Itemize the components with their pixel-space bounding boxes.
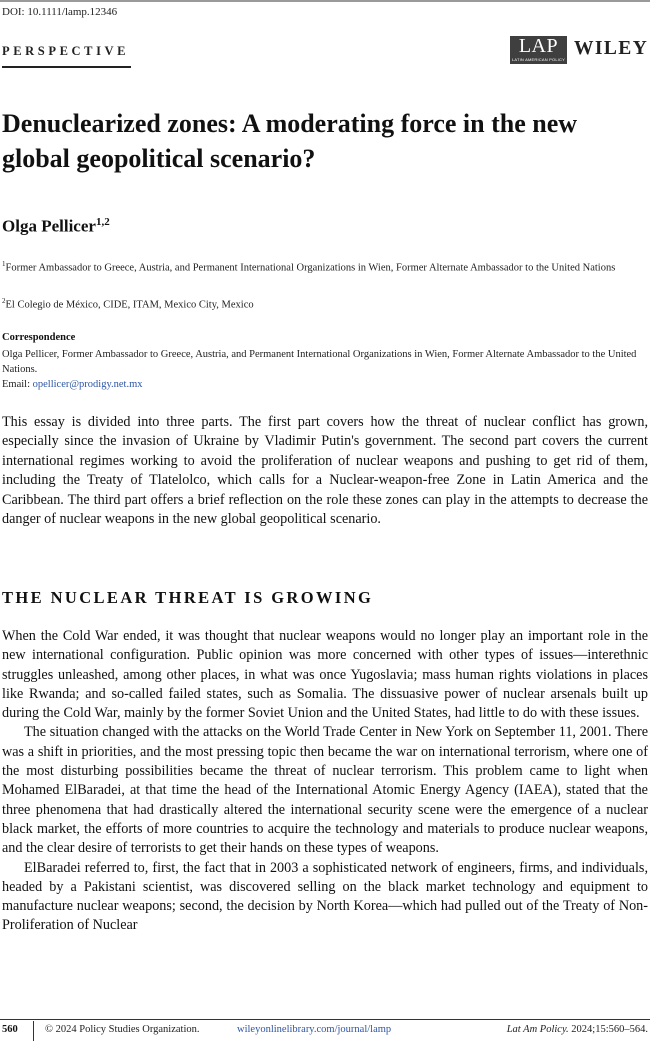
copyright-text: © 2024 Policy Studies Organization. [45, 1024, 200, 1035]
lap-logo-text: LAP [518, 35, 559, 57]
footer-rule [0, 1019, 650, 1020]
page-number: 560 [2, 1024, 18, 1035]
journal-url-link[interactable]: wileyonlinelibrary.com/journal/lamp [237, 1024, 392, 1035]
affiliation-2 [2, 293, 650, 314]
section-label-underline [2, 66, 131, 68]
affiliation-1 [2, 256, 650, 277]
abstract: This essay is divided into three parts. The first part covers how the threat of nuclear conflict has grown, especially since the invasion of Ukraine by Vladimir Putin's government. The second part covers the current international regimes working to avoid the proliferation of nuclear weapons and pushing to get rid of them, including the Treaty of Tlatelolco, which calls for a Nuclear-weapon-free Zone in Latin America and the Caribbean. The third part offers a brief reflection on the role these zones can play in the attempts to decrease the danger of nuclear weapons in the new global geopolitical scenario. [2, 414, 648, 528]
email-label: Email: [2, 379, 30, 390]
footer-separator [33, 1021, 34, 1041]
affiliation-1-number: 1 [2, 260, 6, 268]
lap-logo-subtext: LATIN AMERICAN POLICY [511, 57, 566, 62]
email-link[interactable]: opellicer@prodigy.net.mx [32, 379, 143, 390]
affiliation-2-text: El Colegio de México, CIDE, ITAM, Mexico City, Mexico [5, 299, 254, 311]
article-title: Denuclearized zones: A moderating force in the new global geopolitical scenario? [2, 109, 578, 173]
journal-abbrev: Lat Am Policy. [506, 1024, 569, 1035]
body-text [2, 627, 648, 936]
author-affiliation-marks: 1,2 [95, 216, 110, 228]
top-rule [0, 0, 650, 2]
body-paragraph-1: When the Cold War ended, it was thought that nuclear weapons would no longer play an important role in the new international configuration. Public opinion was more concerned with other types of issues—interethnic struggles unleashed, among other places, in what was once Yugoslavia; mass human rights violations in places like Rwanda; and so-called failed states, such as Somalia. The dissuasive power of nuclear arsenals built up during the Cold War, mainly by the former Soviet Union and the United States, had little to do with these issues. [2, 628, 648, 722]
author-name-text: Olga Pellicer [2, 216, 96, 236]
body-paragraph-3: ElBaradei referred to, first, the fact that in 2003 a sophisticated network of engineers, firms, and individuals, headed by a Pakistani scientist, was discovered selling on the black market technology and equipment to manufacture nuclear weapons; second, the decision by North Korea—which had pulled out of the Treaty of Non-Proliferation of Nuclear [2, 859, 648, 934]
wiley-publisher-logo: WILEY [574, 38, 649, 59]
author-name[interactable] [2, 216, 110, 237]
correspondence-heading: Correspondence [2, 332, 76, 343]
correspondence-text: Olga Pellicer, Former Ambassador to Greece, Austria, and Permanent International Organizations in Wien, Former Alternate Ambassador to the United Nations. [2, 349, 637, 375]
section-label: PERSPECTIVE [2, 44, 130, 58]
affiliation-1-text: Former Ambassador to Greece, Austria, and Permanent International Organizations in Wien, Former Alternate Ambassador to the United Nations [5, 262, 616, 274]
affiliation-2-number: 2 [2, 297, 6, 305]
correspondence-block [2, 347, 642, 392]
doi-text: DOI: 10.1111/lamp.12346 [2, 6, 118, 18]
journal-citation [507, 1024, 648, 1035]
lap-journal-logo [510, 36, 567, 64]
citation-volume-pages: 2024;15:560–564. [571, 1024, 648, 1035]
section-heading: THE NUCLEAR THREAT IS GROWING [2, 588, 374, 607]
body-paragraph-2: The situation changed with the attacks on the World Trade Center in New York on September 11, 2001. There was a shift in priorities, and the most pressing topic then became the war on international terrorism, where one of the most disturbing possibilities became the threat of nuclear terrorism. This problem came to light when Mohamed ElBaradei, at that time the head of the International Atomic Energy Agency (IAEA), stated that the three phenomena that had drastically altered the international security scene were the emergence of a nuclear black market, the efforts of more countries to acquire the technology and materials to produce nuclear weapons, and the clear desire of terrorists to get their hands on these types of weapons. [2, 724, 648, 857]
